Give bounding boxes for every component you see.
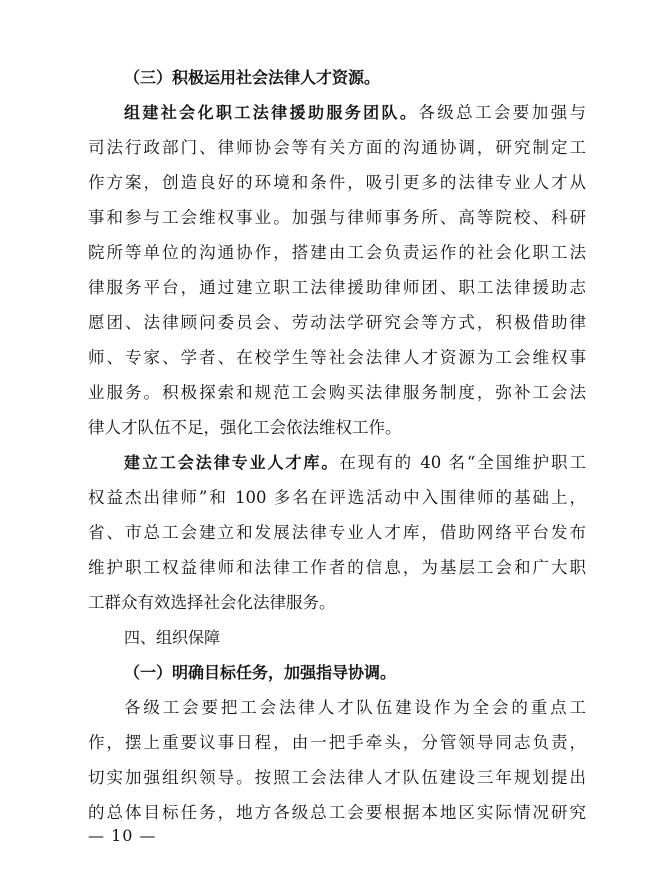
paragraph-3-line-1: 各级工会要把工会法律人才队伍建设作为全会的重点工 (124, 698, 586, 717)
paragraph-2-line-2: 权益杰出律师”和 100 多名在评选活动中入围律师的基础上， (88, 488, 586, 507)
paragraph-3-line-3: 切实加强组织领导。按照工会法律人才队伍建设三年规划提出 (88, 768, 586, 787)
paragraph-1-line-9: 业服务。积极探索和规范工会购买法律服务制度，弥补工会法 (88, 383, 586, 402)
page-number: — 10 — (88, 826, 157, 845)
paragraph-1-line-1-rest: 各级总工会要加强与 (418, 103, 586, 122)
paragraph-1-line-1 (88, 95, 586, 130)
paragraph-2-line-5: 工群众有效选择社会化法律服务。 (88, 593, 336, 612)
paragraph-1-line-10: 律人才队伍不足，强化工会依法维权工作。 (88, 418, 402, 437)
paragraph-1-line-8: 师、专家、学者、在校学生等社会法律人才资源为工会维权事 (88, 348, 586, 367)
paragraph-2-lead: 建立工会法律专业人才库。 (124, 453, 340, 472)
paragraph-3-line-2: 作，摆上重要议事日程，由一把手牵头，分管领导同志负责， (88, 733, 586, 752)
paragraph-2-line-3: 省、市总工会建立和发展法律专业人才库，借助网络平台发布 (88, 523, 586, 542)
subsection-1-heading: （一）明确目标任务，加强指导协调。 (124, 663, 397, 682)
body-text (88, 60, 586, 830)
paragraph-2-line-1 (88, 445, 586, 480)
paragraph-2-line-1-rest: 在现有的 40 名“全国维护职工 (339, 453, 586, 472)
paragraph-1-line-6: 律服务平台，通过建立职工法律援助律师团、职工法律援助志 (88, 278, 586, 297)
paragraph-1-lead: 组建社会化职工法律援助服务团队。 (124, 103, 419, 122)
paragraph-3-line-4: 的总体目标任务，地方各级总工会要根据本地区实际情况研究 (88, 803, 586, 822)
paragraph-1-line-5: 院所等单位的沟通协作，搭建由工会负责运作的社会化职工法 (88, 243, 586, 262)
section-3-heading: （三）积极运用社会法律人才资源。 (124, 68, 381, 87)
paragraph-1-line-4: 事和参与工会维权事业。加强与律师事务所、高等院校、科研 (88, 208, 586, 227)
paragraph-1-line-7: 愿团、法律顾问委员会、劳动法学研究会等方式，积极借助律 (88, 313, 586, 332)
section-4-heading: 四、组织保障 (124, 628, 221, 647)
paragraph-1-line-3: 作方案，创造良好的环境和条件，吸引更多的法律专业人才从 (88, 173, 586, 192)
paragraph-2-line-4: 维护职工权益律师和法律工作者的信息，为基层工会和广大职 (88, 558, 586, 577)
paragraph-1-line-2: 司法行政部门、律师协会等有关方面的沟通协调，研究制定工 (88, 138, 586, 157)
